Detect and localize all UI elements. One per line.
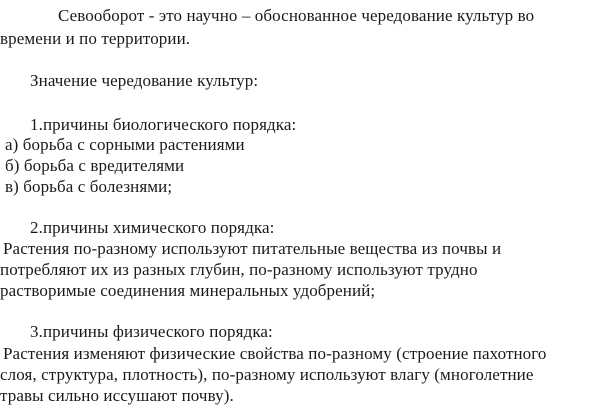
- biological-item-diseases: в) борьба с болезнями;: [5, 177, 173, 196]
- chemical-body-line-3: растворимые соединения минеральных удобрений;: [0, 281, 376, 300]
- chemical-heading: 2.причины химического порядка:: [30, 218, 275, 237]
- meaning-heading: Значение чередование культур:: [30, 71, 259, 90]
- chemical-body-line-1: Растения по-разному используют питательные вещества из почвы и: [3, 239, 502, 258]
- biological-item-weeds: а) борьба с сорными растениями: [5, 135, 245, 154]
- physical-body-line-1: Растения изменяют физические свойства по-разному (строение пахотного: [3, 344, 547, 363]
- definition-line-1: Севооборот - это научно – обоснованное чередование культур во: [58, 6, 535, 25]
- physical-body-line-2: слоя, структура, плотность), по-разному используют влагу (многолетние: [0, 365, 534, 384]
- physical-heading: 3.причины физического порядка:: [30, 322, 273, 341]
- definition-line-2: времени и по территории.: [0, 29, 191, 48]
- biological-item-pests: б) борьба с вредителями: [5, 156, 185, 175]
- biological-heading: 1.причины биологического порядка:: [30, 115, 297, 134]
- physical-body-line-3: травы сильно иссушают почву).: [0, 386, 234, 405]
- chemical-body-line-2: потребляют их из разных глубин, по-разному используют трудно: [0, 260, 478, 279]
